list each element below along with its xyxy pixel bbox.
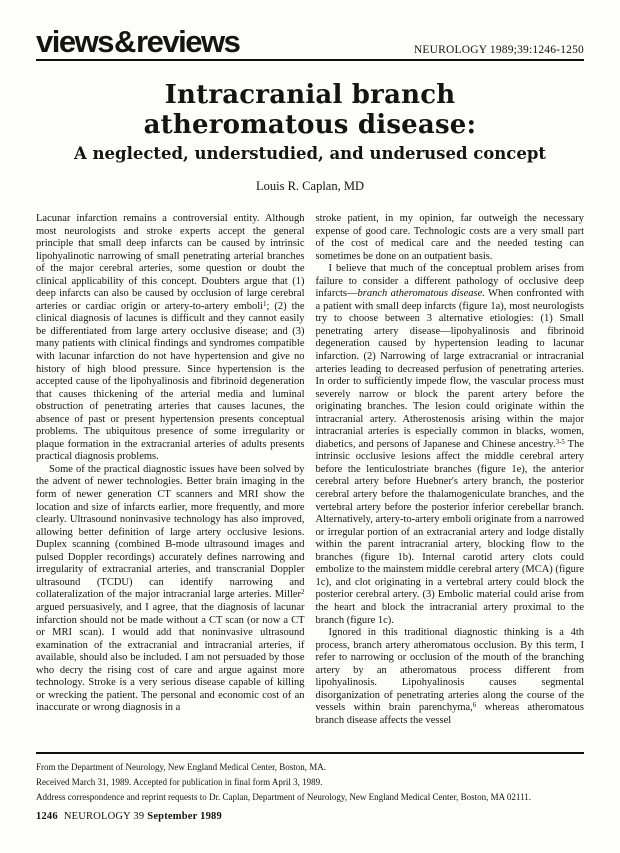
- body-paragraph: I believe that much of the conceptual problem arises from failure to consider a different pathology of occlusive deep infarcts—branch atheromatous disease. When confronted with a patient with small deep infarcts (figure 1a), most neurologists try to choose between 3 alternative etiologies: (1) Small penetrating artery disease—lipohyalinosis and fibrinoid degeneration caused by hypertension leading to lacunar infarction. (2) Narrowing of large extracranial or intracranial arteries leading to decreased perfusion of penetrating arteries. In order to sufficiently impede flow, the vascular process must severely narrow or block the parent artery before the originating branches. The lesion could originate within the intracranial artery. Atherostenosis arising within the major intracranial arteries is especially common in blacks, women, diabetics, and persons of Japanese and Chinese ancestry.$^{3-5}$ The intrinsic occlusive lesions affect the middle cerebral artery before the lenticulostriate branches (figure 1e), the anterior cerebral artery before Huebner's artery branch, the posterior cerebral artery before the thalamogeniculate branches, and the vertebral artery before the posterior inferior cerebellar branch. Alternatively, artery-to-artery emboli originate from a narrowed or irregular portion of an extracranial artery and lodge distally within the parent intracranial artery, blocking flow to the branches (figure 1b). Internal carotid artery clots could embolize to the mainstem middle cerebral artery (MCA) (figure 1c), and clot originating in a vertebral artery could block the posterior cerebral artery. (3) Embolic material could arise from the heart and block the intracranial artery proximal to the branch (figure 1c).: [315, 263, 584, 626]
- title-block: [36, 80, 584, 194]
- issue-date: September 1989: [147, 810, 222, 822]
- footnote-affiliation: From the Department of Neurology, New England Medical Center, Boston, MA.: [36, 762, 326, 772]
- journal-citation: NEUROLOGY 1989;39:1246-1250: [413, 43, 584, 56]
- journal-volume: NEUROLOGY 39: [63, 810, 145, 822]
- body-paragraph: Ignored in this traditional diagnostic thinking is a 4th process, branch artery atheromatous occlusion. By this term, I refer to narrowing or occlusion of the mouth of the branching artery by an atheromatous process different from lipohyalinosis. Lipohyalinosis causes segmental disorganization of penetrating arteries along the course of the vessels within brain parenchyma,$^6$ whereas atheromatous branch disease affects the vessel: [315, 627, 584, 726]
- article-body: [36, 213, 584, 763]
- masthead: [36, 26, 584, 59]
- article-title: [36, 80, 584, 140]
- footnote-received: Received March 31, 1989. Accepted for publication in final form April 3, 1989.: [36, 777, 323, 788]
- article-subtitle: A neglected, understudied, and underused concept: [74, 144, 546, 163]
- article-title-line1: Intracranial branch: [164, 80, 456, 110]
- author-byline: Louis R. Caplan, MD: [256, 179, 364, 193]
- section-brand: views & reviews: [36, 24, 240, 59]
- footnote-block: [36, 752, 584, 822]
- page-footer: [36, 811, 584, 822]
- footnote-correspondence: Address correspondence and reprint requests to Dr. Caplan, Department of Neurology, New England Medical Center, Boston, MA 02111.: [36, 792, 532, 803]
- footnote-divider: [36, 752, 584, 754]
- masthead-divider: [36, 59, 584, 61]
- body-paragraph: Some of the practical diagnostic issues have been solved by the advent of newer technologies. Better brain imaging in the form of newer generation CT scanners and MRI show the location and size of infarcts earlier, more frequently, and more clearly. Ultrasound noninvasive technology has also improved, allowing better definition of large artery occlusive lesions. Duplex scanning (combined B-mode ultrasound images and pulsed Doppler recordings) accurately defines narrowing and irregularity of extracranial arteries, and transcranial Doppler ultrasound (TCDU) can identify narrowing and collateralization of the major intracranial large arteries. Miller$^2$ argued persuasively, and I agree, that the diagnosis of lacunar infarction should not be made without a CT scan (or now a CT or MRI scan). I would add that noninvasive ultrasound examination of the extracranial and intracranial arteries, if available, should also be included. I am not persuaded by those who decry the rising cost of care and argue against more technology. Stroke is a very serious disease capable of killing or wrecking the patient. The personal and economic cost of an inaccurate or wrong diagnosis in a: [36, 463, 305, 714]
- body-paragraph: stroke patient, in my opinion, far outweigh the necessary expense of good care. Technologic costs are a very small part of the cost of medical care and the needed testing can sometimes be done on an outpatient basis.: [315, 213, 584, 262]
- page-number: 1246: [36, 810, 58, 822]
- left-column: [36, 213, 305, 763]
- body-paragraph: Lacunar infarction remains a controversial entity. Although most neurologists and stroke experts accept the general principle that small deep infarcts can be caused by intrinsic lipohyalinotic narrowing of small penetrating arterial branches of the major cerebral arteries, some question or doubt the clinical applicability of this concept. Doubters argue that (1) deep infarcts can also be caused by occlusion of large cerebral arteries or cardiac origin or artery-to-artery emboli$^1$; (2) the clinical diagnosis of lacunes is difficult and they cannot easily be differentiated from large artery occlusive disease; and (3) many patients with clinical findings and syndromes compatible with lacunar infarction do not have hypertension and give no history of high blood pressure. Since hypertension is the accepted cause of the lipohyalinosis and fibrinoid degeneration that causes thickening of the arterial media and luminal obstruction of penetrating arteries that causes lacunes, the absence of past or present hypertension presents conceptual problems. The ubiquitous presence of some irregularity or plaque formation in the extracranial arteries of adults presents practical diagnosis problems.: [36, 213, 305, 463]
- article-title-line2: atheromatous disease:: [143, 110, 477, 140]
- right-column: [316, 213, 585, 763]
